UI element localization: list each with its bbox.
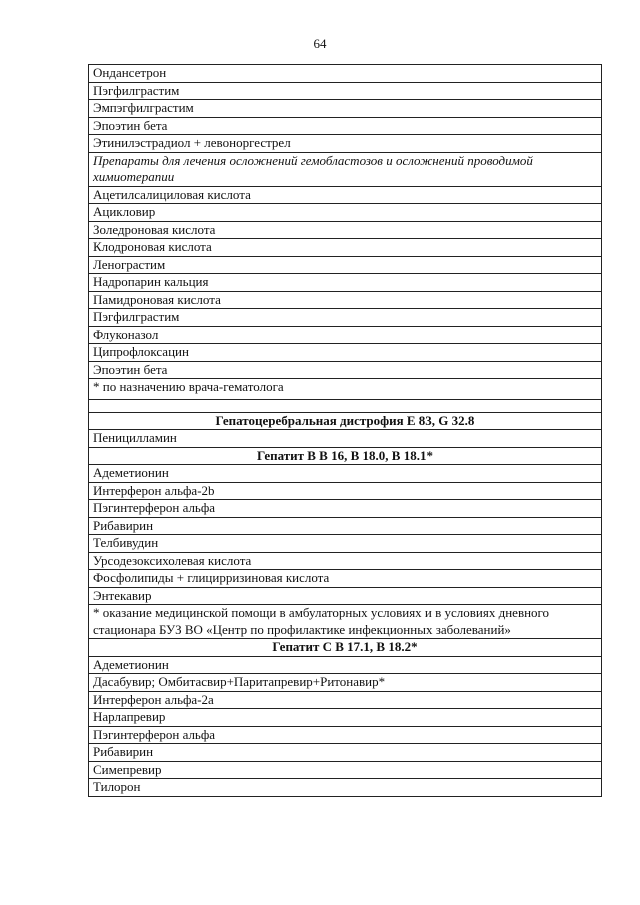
section-heading: Гепатит С В 17.1, В 18.2* — [89, 639, 602, 657]
category-subheading: Препараты для лечения осложнений гемобластозов и осложнений проводимой химиотерапии — [89, 152, 602, 186]
table-row — [89, 691, 602, 709]
drug-name: Ацетилсалициловая кислота — [89, 186, 602, 204]
table-row — [89, 552, 602, 570]
drug-name: Эпоэтин бета — [89, 117, 602, 135]
drug-name: Интерферон альфа-2b — [89, 482, 602, 500]
table-row — [89, 639, 602, 657]
spacer-row — [89, 399, 602, 412]
page-number: 64 — [313, 36, 327, 51]
table-row — [89, 82, 602, 100]
drug-list-table — [88, 64, 602, 797]
table-row — [89, 344, 602, 362]
drug-name: Памидроновая кислота — [89, 291, 602, 309]
table-row — [89, 517, 602, 535]
drug-name: Эпоэтин бета — [89, 361, 602, 379]
drug-name: Надропарин кальция — [89, 274, 602, 292]
drug-name: Фосфолипиды + глицирризиновая кислота — [89, 570, 602, 588]
footnote: * по назначению врача-гематолога — [89, 379, 602, 400]
drug-name: Дасабувир; Омбитасвир+Паритапревир+Ритонавир* — [89, 674, 602, 692]
table-row — [89, 447, 602, 465]
table-row — [89, 430, 602, 448]
table-row — [89, 152, 602, 186]
table-row — [89, 65, 602, 83]
drug-name: Интерферон альфа-2а — [89, 691, 602, 709]
table-row — [89, 482, 602, 500]
table-row — [89, 135, 602, 153]
drug-name: Тилорон — [89, 779, 602, 797]
table-row — [89, 726, 602, 744]
drug-name: Пэгинтерферон альфа — [89, 726, 602, 744]
drug-name: Энтекавир — [89, 587, 602, 605]
table-row — [89, 709, 602, 727]
drug-name: Ацикловир — [89, 204, 602, 222]
table-row — [89, 291, 602, 309]
table-row — [89, 239, 602, 257]
table-row — [89, 361, 602, 379]
table-row — [89, 570, 602, 588]
drug-name: Симепревир — [89, 761, 602, 779]
table-row — [89, 587, 602, 605]
table-row — [89, 605, 602, 639]
table-row — [89, 500, 602, 518]
table-row — [89, 535, 602, 553]
section-heading: Гепатит В В 16, В 18.0, В 18.1* — [89, 447, 602, 465]
table-row — [89, 326, 602, 344]
table-row — [89, 412, 602, 430]
drug-name: Урсодезоксихолевая кислота — [89, 552, 602, 570]
table-row — [89, 221, 602, 239]
table-row — [89, 309, 602, 327]
drug-name: Рибавирин — [89, 517, 602, 535]
drug-name: Телбивудин — [89, 535, 602, 553]
table-row — [89, 779, 602, 797]
table-row — [89, 204, 602, 222]
drug-name: Нарлапревир — [89, 709, 602, 727]
drug-name: Эмпэгфилграстим — [89, 100, 602, 118]
footnote: * оказание медицинской помощи в амбулаторных условиях и в условиях дневного стационара БУЗ ВО «Центр по профилактике инфекционных заболеваний» — [89, 605, 602, 639]
drug-name: Ленограстим — [89, 256, 602, 274]
table-row — [89, 744, 602, 762]
table-row — [89, 186, 602, 204]
table-row — [89, 674, 602, 692]
empty-cell — [89, 399, 602, 412]
drug-name: Золедроновая кислота — [89, 221, 602, 239]
drug-name: Этинилэстрадиол + левоноргестрел — [89, 135, 602, 153]
drug-name: Флуконазол — [89, 326, 602, 344]
drug-name: Пэгфилграстим — [89, 82, 602, 100]
table-row — [89, 761, 602, 779]
drug-name: Пеницилламин — [89, 430, 602, 448]
table-row — [89, 465, 602, 483]
drug-name: Адеметионин — [89, 465, 602, 483]
table-row — [89, 274, 602, 292]
drug-name: Ондансетрон — [89, 65, 602, 83]
table-row — [89, 656, 602, 674]
drug-name: Пэгфилграстим — [89, 309, 602, 327]
table-row — [89, 379, 602, 400]
table-row — [89, 117, 602, 135]
table-row — [89, 256, 602, 274]
section-heading: Гепатоцеребральная дистрофия Е 83, G 32.8 — [89, 412, 602, 430]
table-row — [89, 100, 602, 118]
drug-name: Клодроновая кислота — [89, 239, 602, 257]
drug-name: Рибавирин — [89, 744, 602, 762]
drug-name: Пэгинтерферон альфа — [89, 500, 602, 518]
drug-name: Ципрофлоксацин — [89, 344, 602, 362]
drug-name: Адеметионин — [89, 656, 602, 674]
